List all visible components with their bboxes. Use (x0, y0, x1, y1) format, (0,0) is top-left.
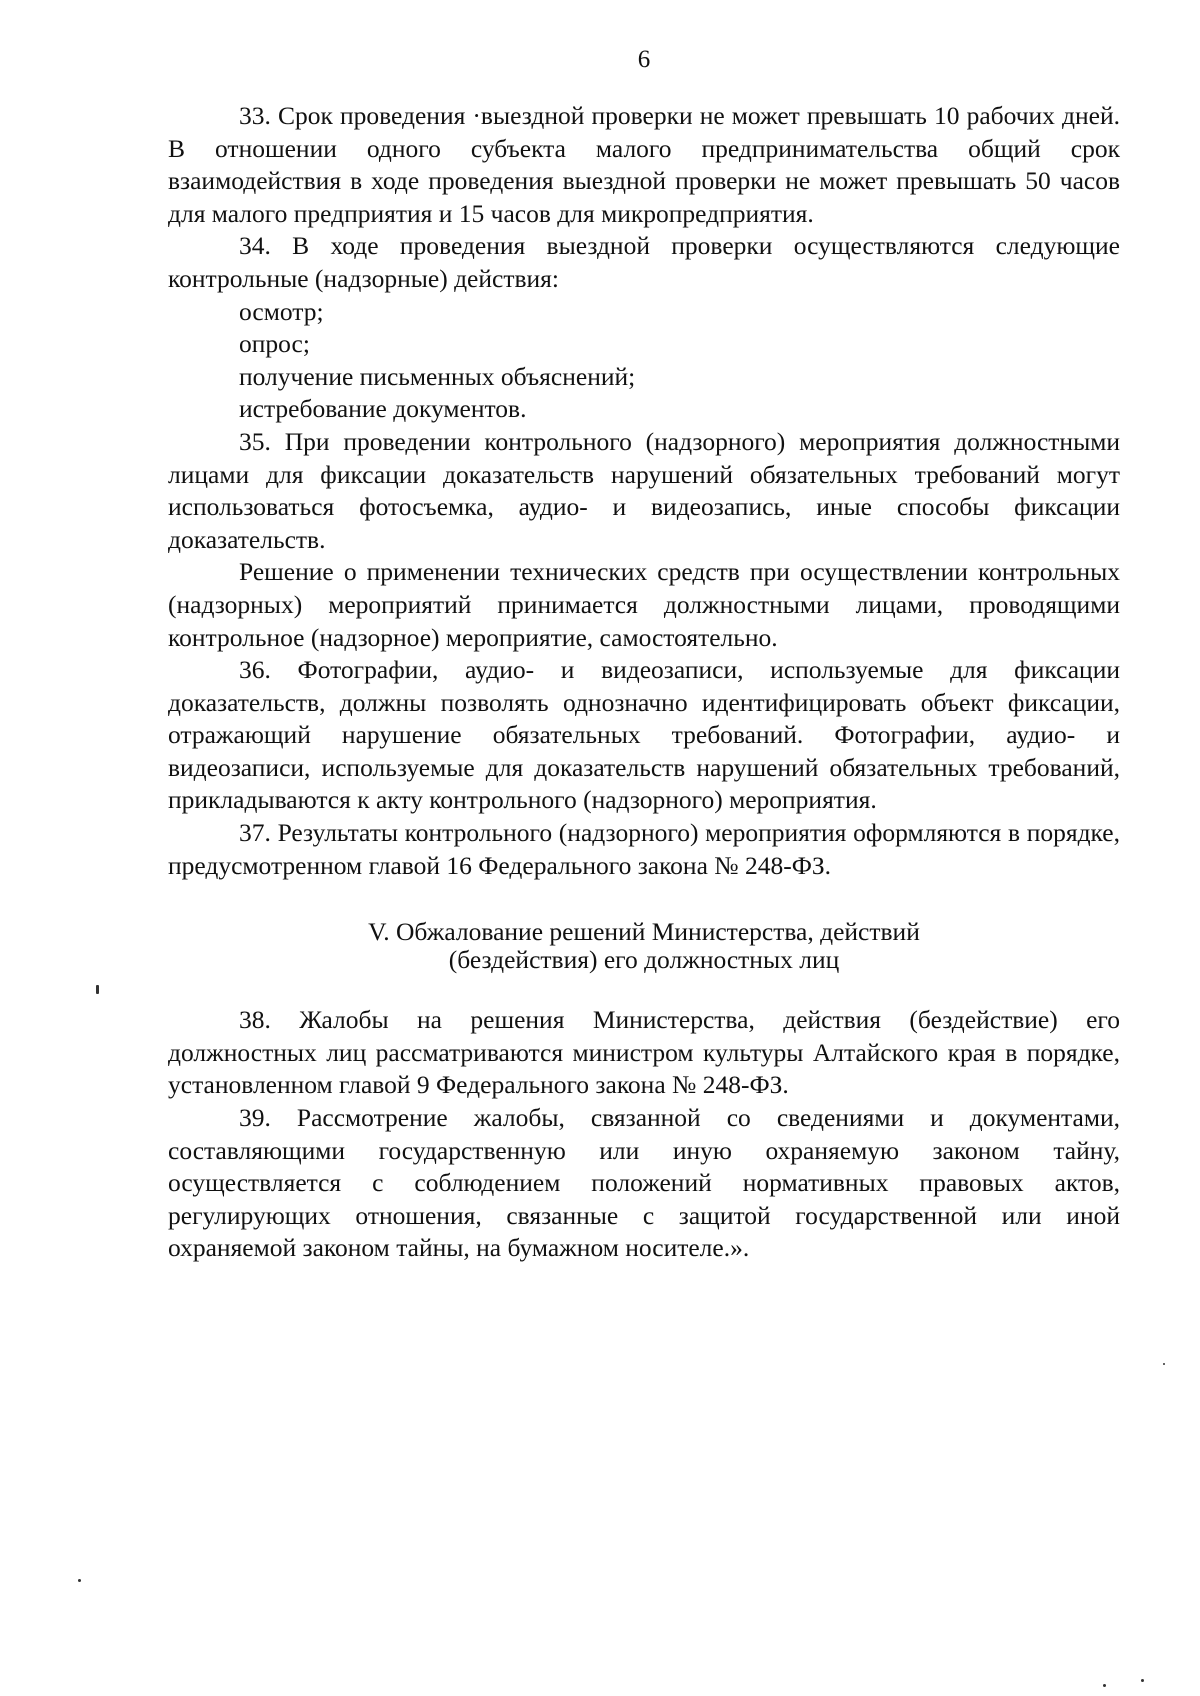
list-item-survey: опрос; (239, 329, 310, 359)
paragraph-38: 38. Жалобы на решения Министерства, действия (бездействие) его должностных лиц рассматриваются министром культуры Алтайского края в порядке, установленном главой 9 Федерального закона № 248-ФЗ. (168, 1005, 1120, 1100)
paragraph-37: 37. Результаты контрольного (надзорного) мероприятия оформляются в порядке, предусмотренном главой 16 Федерального закона № 248-ФЗ. (168, 818, 1120, 880)
section-heading-line-2: (бездействия) его должностных лиц (448, 945, 840, 975)
scan-speck (1141, 1679, 1144, 1682)
scan-speck (1103, 1684, 1106, 1687)
page-number: 6 (637, 46, 651, 73)
paragraph-34: 34. В ходе проведения выездной проверки осуществляются следующие контрольные (надзорные) действия: (168, 231, 1120, 293)
paragraph-35: 35. При проведении контрольного (надзорного) мероприятия должностными лицами для фиксации доказательств нарушений обязательных требований могут использоваться фотосъемка, аудио- и видеозапись, иные способы фиксации доказательств. (168, 426, 1120, 554)
paragraph-36: 36. Фотографии, аудио- и видеозаписи, используемые для фиксации доказательств, должны позволять однозначно идентифицировать объект фиксации, отражающий нарушение обязательных требований. Фотографии, аудио- и видеозаписи, используемые для доказательств нарушений обязательных требований, прикладываются к акту контрольного (надзорного) мероприятия. (168, 655, 1120, 815)
paragraph-33: 33. Срок проведения ·выездной проверки не может превышать 10 рабочих дней. В отношении одного субъекта малого предпринимательства общий срок взаимодействия в ходе проведения выездной проверки не может превышать 50 часов для малого предприятия и 15 часов для микропредприятия. (168, 101, 1120, 228)
list-item-document-request: истребование документов. (239, 394, 527, 424)
document-body (168, 100, 1120, 1265)
paragraph-39: 39. Рассмотрение жалобы, связанной со сведениями и документами, составляющими государственную или иную охраняемую законом тайну, осуществляется с соблюдением положений нормативных правовых актов, регулирующих отношения, связанные с защитой государственной или иной охраняемой законом тайны, на бумажном носителе.». (168, 1103, 1120, 1263)
scan-speck (78, 1579, 81, 1582)
scan-speck (1163, 1363, 1165, 1365)
section-heading-line-1: V. Обжалование решений Министерства, действий (368, 917, 920, 947)
section-heading (168, 918, 1120, 974)
list-item-written-explanations: получение письменных объяснений; (239, 361, 636, 391)
paragraph-technical-means: Решение о применении технических средств при осуществлении контрольных (надзорных) мероприятий принимается должностными лицами, проводящими контрольное (надзорное) мероприятие, самостоятельно. (168, 557, 1120, 652)
scan-speck (96, 985, 99, 994)
list-item-inspection: осмотр; (239, 296, 324, 326)
